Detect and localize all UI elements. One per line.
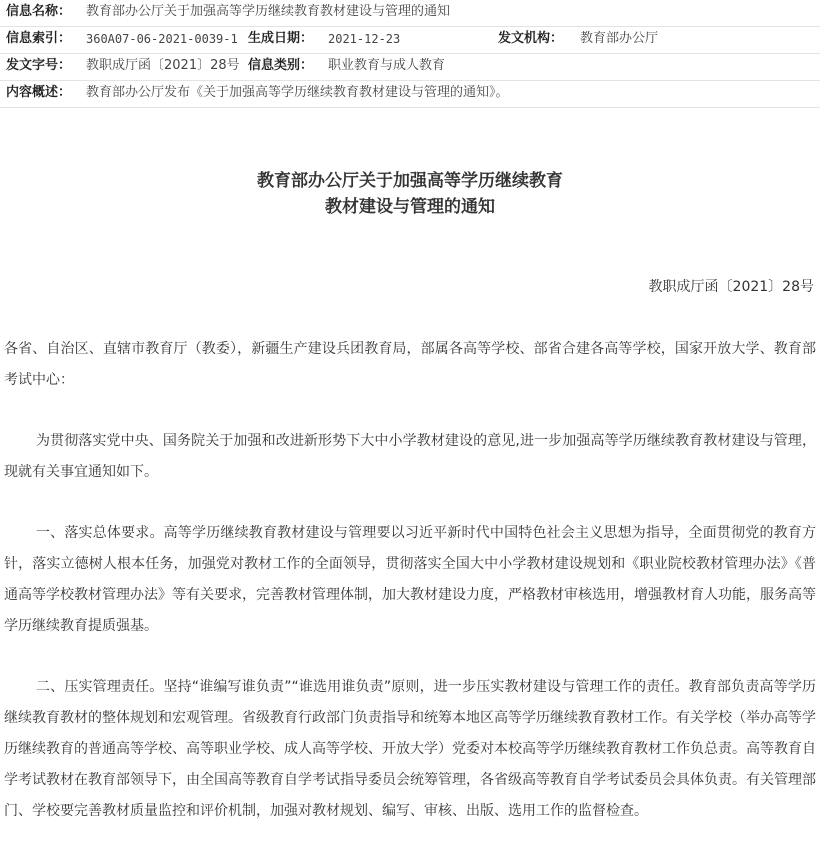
meta-label-docno: 发文字号：	[6, 58, 72, 73]
meta-value-category: 职业教育与成人教育	[328, 58, 446, 73]
meta-label-org: 发文机构：	[498, 31, 564, 46]
document-number: 教职成厅函〔2021〕28号	[648, 279, 814, 295]
meta-row-name	[0, 0, 820, 27]
meta-label-category: 信息类别：	[248, 58, 314, 73]
document-title-line-2: 教材建设与管理的通知	[325, 197, 495, 217]
salutation-paragraph: 各省、自治区、直辖市教育厅（教委），新疆生产建设兵团教育局，部属各高等学校、部省合建各高等学校，国家开放大学、教育部考试中心：	[4, 341, 816, 388]
intro-paragraph: 为贯彻落实党中央、国务院关于加强和改进新形势下大中小学教材建设的意见,进一步加强高等学历继续教育教材建设与管理，现就有关事宜通知如下。	[4, 433, 816, 480]
document-title-line-1: 教育部办公厅关于加强高等学历继续教育	[257, 171, 563, 191]
document-title	[0, 168, 820, 220]
meta-value-date: 2021-12-23	[328, 32, 401, 46]
meta-label-summary: 内容概述：	[6, 85, 72, 100]
meta-value-name: 教育部办公厅关于加强高等学历继续教育教材建设与管理的通知	[86, 4, 451, 19]
meta-label-date: 生成日期：	[248, 31, 314, 46]
meta-value-index: 360A07-06-2021-0039-1	[86, 32, 238, 46]
meta-value-docno: 教职成厅函〔2021〕28号	[86, 58, 240, 73]
meta-value-summary: 教育部办公厅发布《关于加强高等学历继续教育教材建设与管理的通知》。	[86, 85, 509, 100]
info-metadata-table	[0, 0, 820, 108]
meta-label-name: 信息名称：	[6, 4, 72, 19]
meta-row-index	[0, 27, 820, 54]
meta-row-summary	[0, 81, 820, 108]
meta-value-org: 教育部办公厅	[580, 31, 659, 46]
meta-row-docno	[0, 54, 820, 81]
section-2-paragraph: 二、压实管理责任。坚持“谁编写谁负责”“谁选用谁负责”原则，进一步压实教材建设与管理工作的责任。教育部负责高等学历继续教育教材的整体规划和宏观管理。省级教育行政部门负责指导和统筹本地区高等学历继续教育教材工作。有关学校（举办高等学历继续教育的普通高等学校、高等职业学校、成人高等学校、开放大学）党委对本校高等学历继续教育教材工作负总责。高等教育自学考试教材在教育部领导下，由全国高等教育自学考试指导委员会统筹管理，各省级高等教育自学考试委员会具体负责。有关管理部门、学校要完善教材质量监控和评价机制，加强对教材规划、编写、审核、出版、选用工作的监督检查。	[4, 679, 816, 819]
section-1-paragraph: 一、落实总体要求。高等学历继续教育教材建设与管理要以习近平新时代中国特色社会主义思想为指导，全面贯彻党的教育方针，落实立德树人根本任务，加强党对教材工作的全面领导，贯彻落实全国大中小学教材建设规划和《职业院校教材管理办法》《普通高等学校教材管理办法》等有关要求，完善教材管理体制，加大教材建设力度，严格教材审核选用，增强教材育人功能，服务高等学历继续教育提质强基。	[4, 525, 816, 634]
meta-label-index: 信息索引：	[6, 31, 72, 46]
